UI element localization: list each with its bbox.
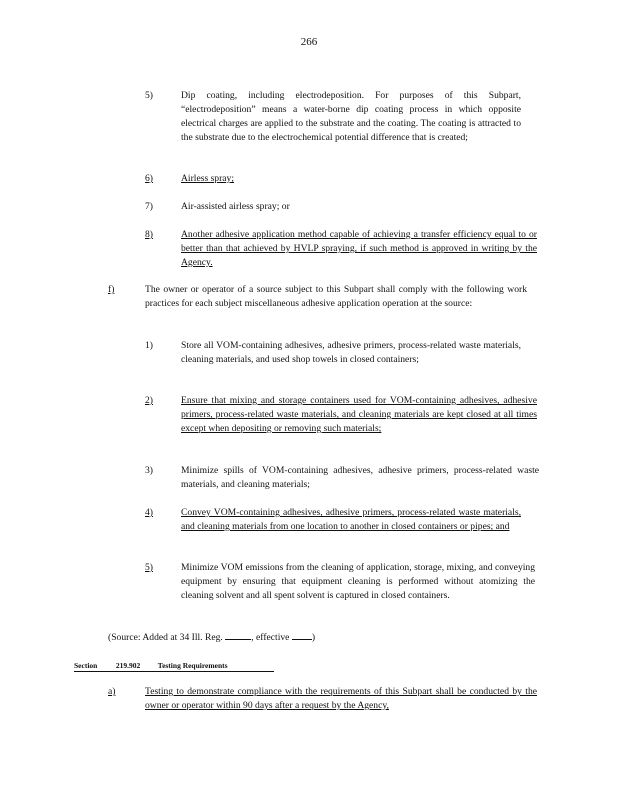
source-note	[108, 630, 315, 643]
item-label: 5)	[145, 562, 153, 573]
item-text: Another adhesive application method capable of achieving a transfer efficiency equal to or better than that achieved by HVLP spraying, if such method is approved in writing by the Agency.	[181, 229, 537, 268]
item-text: Ensure that mixing and storage containers used for VOM-containing adhesives, adhesive primers, process-related waste materials, and cleaning materials are kept closed at all times except when depositing or removing such materials;	[181, 395, 537, 434]
item-text: Airless spray;	[181, 173, 235, 184]
item-label: 6)	[145, 173, 153, 184]
source-note-suffix: )	[311, 632, 316, 643]
subsection-text: Testing to demonstrate compliance with the requirements of this Subpart shall be conducted by the owner or operator within 90 days after a request by the Agency,	[145, 686, 537, 711]
source-note-middle: , effective	[251, 632, 290, 643]
subsection-label: f)	[108, 284, 115, 295]
effective-blank	[292, 630, 312, 640]
section-heading	[74, 661, 274, 672]
item-text: Store all VOM-containing adhesives, adhesive primers, process-related waste materials, cleaning materials, and used shop towels in closed containers;	[181, 340, 521, 365]
item-label: 4)	[145, 507, 153, 518]
subsection-label: a)	[108, 686, 116, 697]
page-number: 266	[300, 36, 318, 48]
source-note-prefix: (Source: Added at 34 Ill. Reg.	[108, 632, 223, 643]
item-label: 7)	[145, 201, 153, 212]
item-label: 8)	[145, 229, 153, 240]
section-number: 219.902	[115, 661, 141, 670]
item-text: Minimize spills of VOM-containing adhesives, adhesive primers, process-related waste materials, and cleaning materials;	[181, 465, 539, 490]
subsection-text: The owner or operator of a source subject to this Subpart shall comply with the following work practices for each subject miscellaneous adhesive application operation at the source:	[145, 284, 527, 309]
item-label: 3)	[145, 465, 153, 476]
item-text: Minimize VOM emissions from the cleaning of application, storage, mixing, and conveying equipment by ensuring that equipment cleaning is performed without atomizing the cleaning solvent and all spent solvent is captured in closed containers.	[181, 562, 535, 601]
section-label: Section	[74, 661, 98, 670]
section-title: Testing Requirements	[157, 661, 228, 670]
item-text: Dip coating, including electrodeposition. For purposes of this Subpart, “electrodeposition” means a water-borne dip coating process in which opposite electrical charges are applied to the substrate and the coating. The coating is attracted to the substrate due to the electrochemical potential difference that is created;	[181, 90, 521, 143]
item-label: 5)	[145, 90, 153, 101]
item-text: Convey VOM-containing adhesives, adhesive primers, process-related waste materials, and cleaning materials from one location to another in closed containers or pipes; and	[181, 507, 521, 532]
item-label: 1)	[145, 340, 153, 351]
item-label: 2)	[145, 395, 153, 406]
reg-blank	[225, 630, 251, 640]
item-text: Air-assisted airless spray; or	[181, 201, 290, 212]
